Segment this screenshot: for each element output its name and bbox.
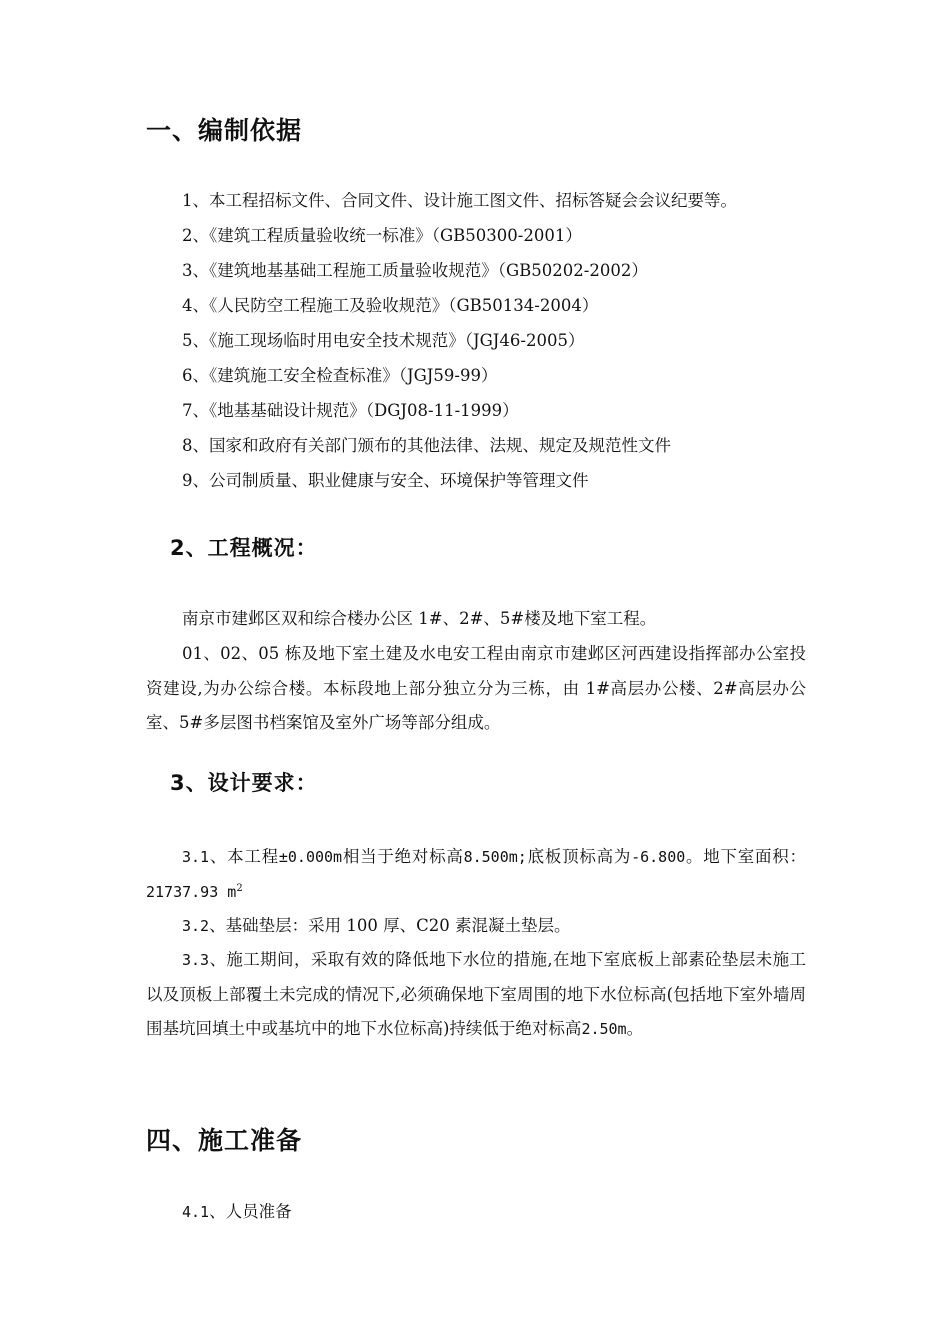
section-heading-overview: 2、工程概况： <box>170 536 318 560</box>
area-value: 21737.93 m <box>146 882 237 901</box>
clause-number: 3.1 <box>182 848 210 866</box>
elevation-value: ±0.000m <box>278 848 343 866</box>
text-span: 底板顶标高为 <box>526 847 632 866</box>
section-heading-design: 3、设计要求： <box>170 771 318 795</box>
section-heading-preparation: 四、施工准备 <box>146 1126 303 1155</box>
list-item: 1、本工程招标文件、合同文件、设计施工图文件、招标答疑会会议纪要等。 <box>182 191 737 210</box>
text-span: 、本工程 <box>209 847 279 866</box>
unit-superscript: 2 <box>236 882 243 894</box>
elevation-value: -6.800 <box>631 848 686 866</box>
text-span: 。 <box>626 1019 644 1038</box>
design-paragraph-2 <box>146 909 806 944</box>
list-item: 8、国家和政府有关部门颁布的其他法律、法规、规定及规范性文件 <box>182 436 671 455</box>
elevation-value: 8.500m; <box>463 848 527 866</box>
elevation-value: 2.50m <box>581 1020 627 1038</box>
design-paragraph-1 <box>146 840 806 909</box>
list-item: 4、《人民防空工程施工及验收规范》（GB50134-2004） <box>182 296 599 315</box>
text-span: 、人员准备 <box>209 1202 292 1221</box>
overview-paragraph-1: 南京市建邺区双和综合楼办公区 1#、2#、5#楼及地下室工程。 <box>182 609 657 628</box>
overview-paragraph-2: 01、02、05 栋及地下室土建及水电安工程由南京市建邺区河西建设指挥部办公室投资建设,为办公综合楼。本标段地上部分独立分为三栋，由 1#高层办公楼、2#高层办公室、5#多层图书档案馆及室外广场等部分组成。 <box>146 644 806 732</box>
text-span: 、施工期间，采取有效的降低地下水位的措施,在地下室底板上部素砼垫层未施工以及顶板上部覆土未完成的情况下,必须确保地下室周围的地下水位标高(包括地下室外墙周围基坑回填土中或基坑中的地下水位标高)持续低于绝对标高 <box>146 950 806 1038</box>
list-item: 2、《建筑工程质量验收统一标准》（GB50300-2001） <box>182 226 582 245</box>
clause-number: 3.2 <box>182 917 210 935</box>
text-span: 。地下室面积： <box>685 847 807 866</box>
list-item: 7、《地基基础设计规范》（DGJ08-11-1999） <box>182 401 519 420</box>
list-item: 9、公司制质量、职业健康与安全、环境保护等管理文件 <box>182 471 589 490</box>
text-span: 相当于绝对标高 <box>342 847 464 866</box>
list-item: 6、《建筑施工安全检查标准》（JGJ59-99） <box>182 366 498 385</box>
text-span: 、基础垫层：采用 100 厚、C20 素混凝土垫层。 <box>209 916 571 935</box>
clause-number: 4.1 <box>182 1203 210 1221</box>
basis-list <box>182 186 737 501</box>
list-item: 3、《建筑地基基础工程施工质量验收规范》（GB50202-2002） <box>182 261 648 280</box>
design-paragraph-3 <box>146 943 806 1047</box>
section-heading-basis: 一、编制依据 <box>146 116 303 145</box>
clause-number: 3.3 <box>182 951 210 969</box>
preparation-paragraph-1 <box>146 1195 806 1230</box>
list-item: 5、《施工现场临时用电安全技术规范》（JGJ46-2005） <box>182 331 585 350</box>
